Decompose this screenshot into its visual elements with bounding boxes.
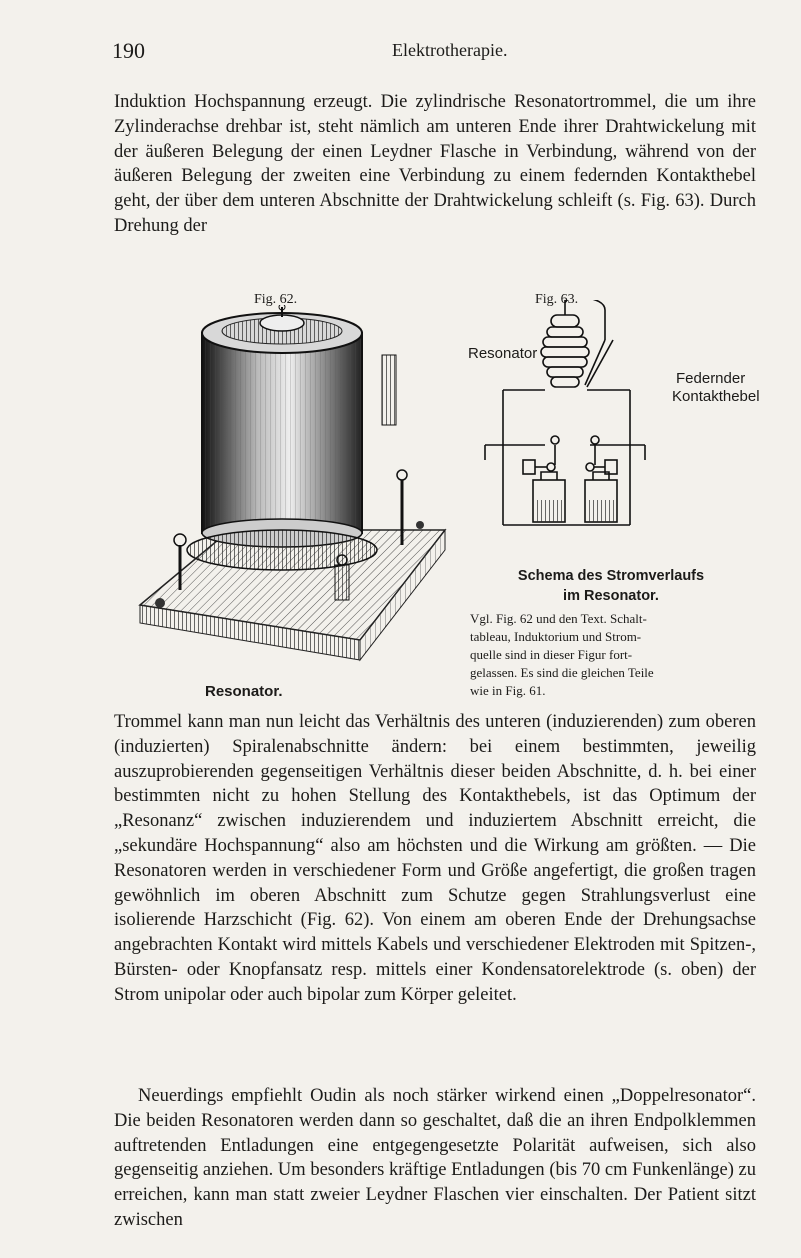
paragraph-3: Neuerdings empfiehlt Oudin als noch stärker wirkend einen „Doppelresonator“. Die beiden Resonatoren werden dann so geschaltet, daß die an ihren Endpolklemmen auftretenden Entladungen eine entgegengesetzte Polarität aufweisen, sich also gegenseitig anziehen. Um besonders kräftige Entladungen (bis 70 cm Funkenlänge) zu erreichen, kann man statt zweier Leydner Flaschen vier einschalten. Der Patient sitzt zwischen — [114, 1086, 756, 1230]
fig62-caption: Fig. 62. — [254, 292, 298, 307]
schema-title — [496, 566, 726, 606]
circuit-schematic — [465, 300, 765, 545]
schema-title-line-1: Schema des Stromverlaufs — [517, 568, 705, 584]
side-plaque — [382, 355, 396, 425]
schema-note-line: wie in Fig. 61. — [470, 683, 546, 698]
schema-note-line: quelle sind in dieser Figur fort- — [470, 647, 633, 662]
schema-label-contact-2: Kontakthebel — [672, 388, 760, 405]
schema-label-contact-1: Federnder — [676, 370, 746, 387]
paragraph-2: Trommel kann man nun leicht das Verhältnis des unteren (induzierenden) zum oberen (induzierten) Spiralenabschnitte ändern: bei einem bestimmten, jeweilig auszuprobierenden gegenseitigen Verhältnis dieser beiden Abschnitte, d. h. bei einer bestimmten nicht zu hohen Stellung des Kontakthebels, ist das Optimum der „Resonanz“ zwischen induzierendem und induziertem Abschnitt erreicht, die „sekundäre Hochspannung“ also am höchsten und die Wirkung am größten. — Die Resonatoren werden in verschiedener Form und Größe angefertigt, die großen tragen gewöhnlich im oberen Abschnitt zum Schutze gegen Strahlungsverlust eine isolierende Harzschicht (Fig. 62). Von einem am oberen Ende der Drehungsachse angebrachten Kontakt wird mittels Kabels und verschiedener Elektroden mit Spitzen-, Bürsten- oder Knopfansatz resp. mittels einer Kondensatorelektrode (s. oben) der Strom unipolar oder auch bipolar zum Körper geleitet. — [114, 712, 756, 1005]
resonator-illustration — [130, 305, 455, 680]
resonator-caption: Resonator. — [205, 683, 283, 700]
schema-note-line: Vgl. Fig. 62 und den Text. Schalt- — [470, 611, 647, 626]
paragraph-1: Induktion Hochspannung erzeugt. Die zylindrische Resonatortrommel, die um ihre Zylinderachse drehbar ist, steht nämlich am unteren Ende ihrer Drahtwickelung mit der äußeren Belegung der einen Leydner Flasche in Verbindung, während von der äußeren Belegung der zweiten eine Verbindung zu einem federnden Kontakthebel geht, der über dem unteren Abschnitte der Drahtwickelung schleift (s. Fig. 63). Durch Drehung der — [114, 92, 756, 236]
schema-title-line-2: im Resonator. — [563, 588, 659, 604]
schema-note — [470, 610, 760, 700]
running-title: Elektrotherapie. — [392, 40, 508, 60]
page-number: 190 — [112, 38, 145, 63]
schema-label-resonator: Resonator — [468, 345, 538, 362]
schema-note-line: tableau, Induktorium und Strom- — [470, 629, 642, 644]
schema-note-line: gelassen. Es sind die gleichen Teile — [470, 665, 654, 680]
fig63-caption: Fig. 63. — [535, 292, 579, 307]
